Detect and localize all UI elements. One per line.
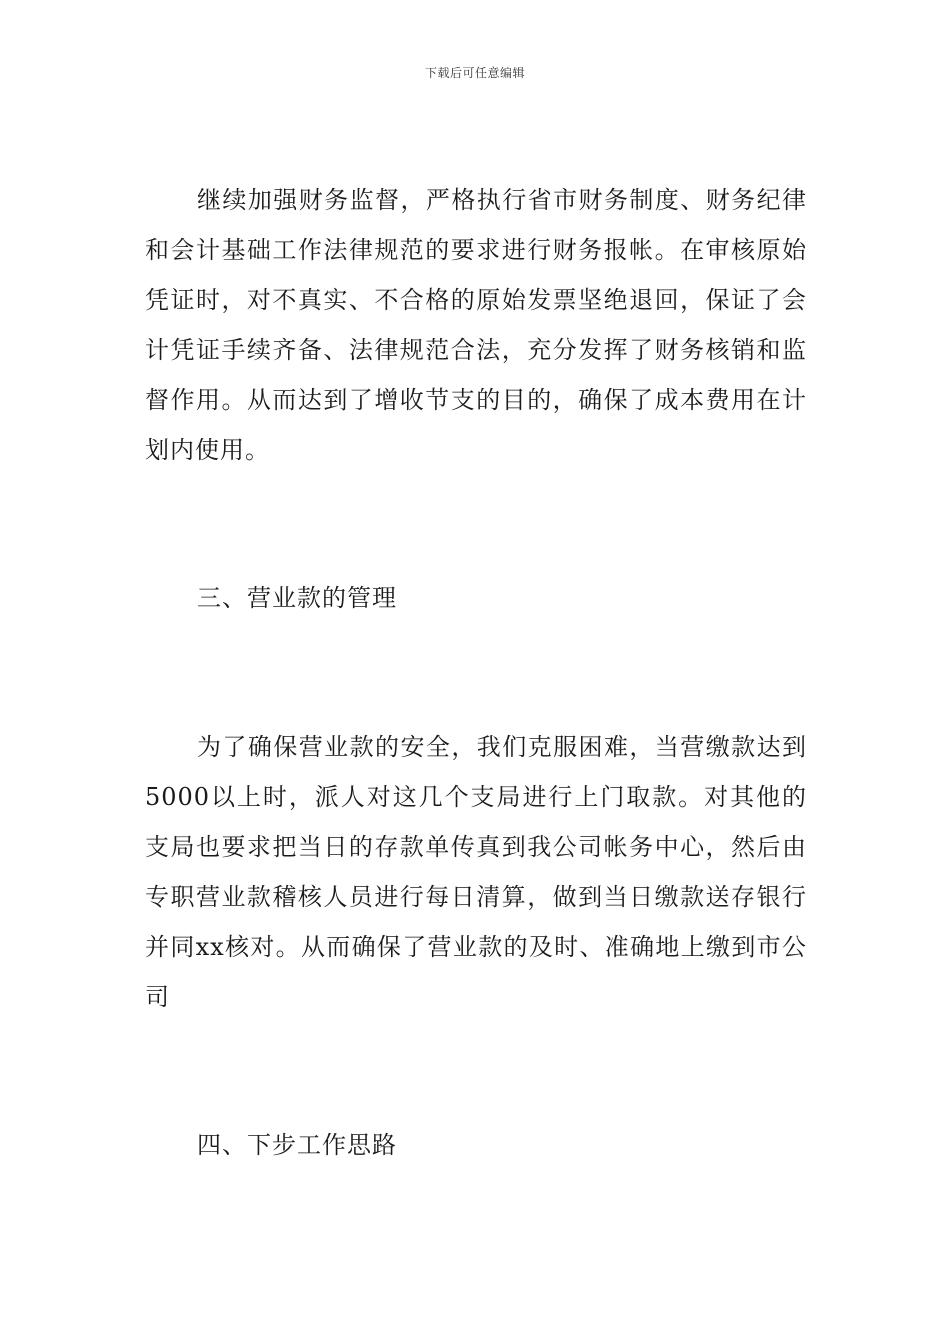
section-heading-next-steps: 四、下步工作思路 <box>197 1131 397 1159</box>
paragraph-financial-supervision: 继续加强财务监督，严格执行省市财务制度、财务纪律和会计基础工作法律规范的要求进行财务报帐。在审核原始凭证时，对不真实、不合格的原始发票坚绝退回，保证了会计凭证手续齐备、法律规范合法，充分发挥了财务核销和监督作用。从而达到了增收节支的目的，确保了成本费用在计划内使用。 <box>145 186 807 464</box>
page-header: 下载后可任意编辑 <box>424 66 525 80</box>
section-heading-business-funds: 三、营业款的管理 <box>197 584 397 612</box>
paragraph-business-funds: 为了确保营业款的安全，我们克服困难，当营缴款达到5000以上时，派人对这几个支局进行上门取款。对其他的支局也要求把当日的存款单传真到我公司帐务中心，然后由专职营业款稽核人员进行每日清算，做到当日缴款送存银行并同xx核对。从而确保了营业款的及时、准确地上缴到市公司 <box>145 733 807 1011</box>
